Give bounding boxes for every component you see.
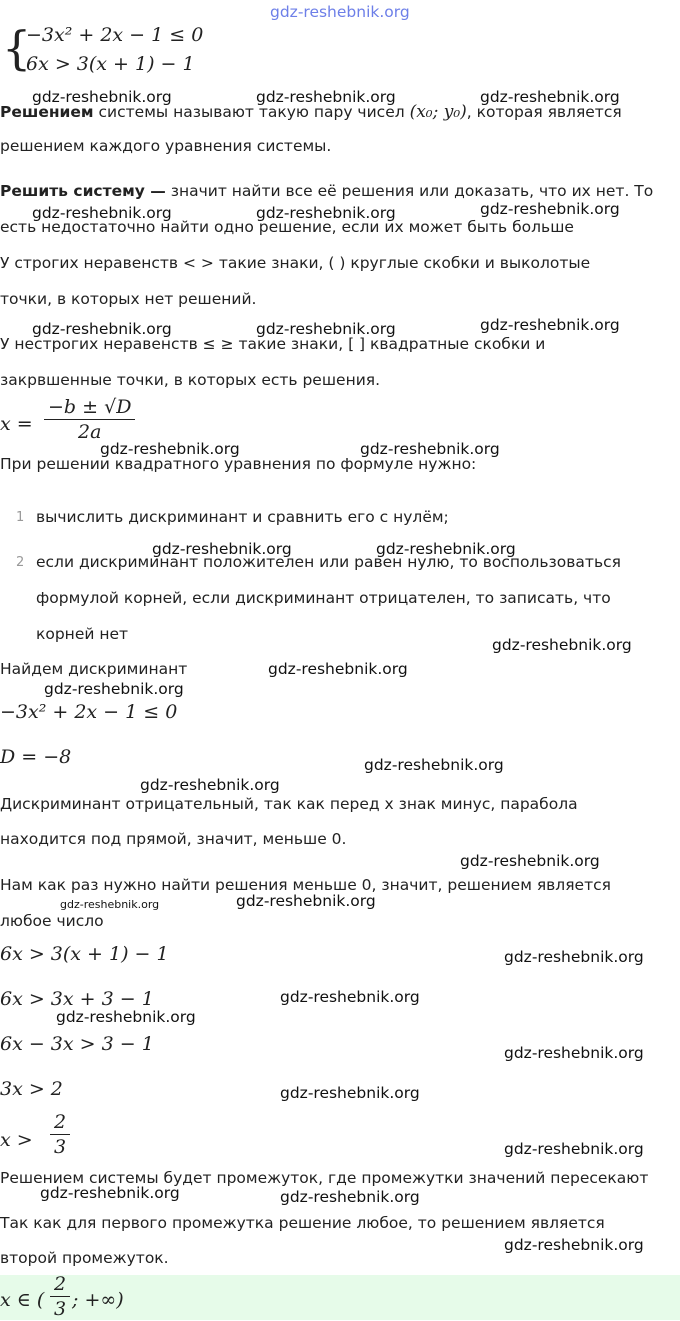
conclusion-line-1: Решением системы будет промежуток, где промежутки значений пересекают xyxy=(0,1169,649,1187)
watermark: gdz-reshebnik.org xyxy=(256,88,396,106)
solve-definition-line-1: Решить систему — значит найти все её решения или доказать, что их нет. То xyxy=(0,182,654,200)
system-line-2: 6x > 3(x + 1) − 1 xyxy=(26,53,195,75)
watermark: gdz-reshebnik.org xyxy=(236,892,376,910)
solve-term: Решить систему — xyxy=(0,182,166,200)
list-item-number-1: 1 xyxy=(16,510,25,525)
watermark: gdz-reshebnik.org xyxy=(32,320,172,338)
system-line-1: −3x² + 2x − 1 ≤ 0 xyxy=(26,24,204,46)
formula-numerator: −b ± √D xyxy=(44,395,135,420)
watermark: gdz-reshebnik.org xyxy=(60,898,160,911)
watermark: gdz-reshebnik.org xyxy=(504,1140,644,1158)
second-step-1: 6x > 3(x + 1) − 1 xyxy=(0,943,169,965)
watermark: gdz-reshebnik.org xyxy=(280,1188,420,1206)
solution-term: Решением xyxy=(0,103,94,121)
discriminant-result-line-1: Нам как раз нужно найти решения меньше 0, значит, решением является xyxy=(0,876,611,894)
discriminant-heading: Найдем дискриминант xyxy=(0,660,188,678)
watermark: gdz-reshebnik.org xyxy=(364,756,504,774)
watermark: gdz-reshebnik.org xyxy=(504,948,644,966)
watermark: gdz-reshebnik.org xyxy=(360,440,500,458)
watermark: gdz-reshebnik.org xyxy=(40,1184,180,1202)
strict-inequality-line-2: точки, в которых нет решений. xyxy=(0,290,257,308)
watermark: gdz-reshebnik.org xyxy=(56,1008,196,1026)
watermark: gdz-reshebnik.org xyxy=(480,200,620,218)
watermark: gdz-reshebnik.org xyxy=(376,540,516,558)
watermark: gdz-reshebnik.org xyxy=(152,540,292,558)
watermark: gdz-reshebnik.org xyxy=(270,3,410,21)
watermark: gdz-reshebnik.org xyxy=(256,204,396,222)
list-item-2-line-2: формулой корней, если дискриминант отрицателен, то записать, что xyxy=(36,589,611,607)
watermark: gdz-reshebnik.org xyxy=(44,680,184,698)
strict-inequality-line-1: У строгих неравенств < > такие знаки, ( ) круглые скобки и выколотые xyxy=(0,254,591,272)
solve-definition-line-2: есть недостаточно найти одно решение, если их может быть больше xyxy=(0,218,574,236)
answer-prefix: x ∈ ( xyxy=(0,1289,45,1311)
solution-definition-line-1: Решением системы называют такую пару чисел (x₀; y₀), которая является xyxy=(0,102,622,122)
second-step-3: 6x − 3x > 3 − 1 xyxy=(0,1033,154,1055)
answer-box xyxy=(0,1275,680,1320)
second-step-2: 6x > 3x + 3 − 1 xyxy=(0,988,154,1010)
watermark: gdz-reshebnik.org xyxy=(140,776,280,794)
second-step-5-fraction: $\frac{2}{3}$ xyxy=(50,1110,70,1159)
watermark: gdz-reshebnik.org xyxy=(268,660,408,678)
discriminant-explain-line-1: Дискриминант отрицательный, так как перед x знак минус, парабола xyxy=(0,795,578,813)
list-item-1: вычислить дискриминант и сравнить его с нулём; xyxy=(36,508,449,526)
watermark: gdz-reshebnik.org xyxy=(504,1044,644,1062)
watermark: gdz-reshebnik.org xyxy=(280,1084,420,1102)
nonstrict-inequality-line-2: закрвшенные точки, в которых есть решения. xyxy=(0,371,381,389)
list-item-2-line-3: корней нет xyxy=(36,625,129,643)
discriminant-explain-line-2: находится под прямой, значит, меньше 0. xyxy=(0,830,347,848)
formula-denominator: 2a xyxy=(78,421,102,443)
discriminant-result-line-2: любое число xyxy=(0,912,104,930)
watermark: gdz-reshebnik.org xyxy=(32,204,172,222)
second-step-4: 3x > 2 xyxy=(0,1078,63,1100)
list-item-2-line-1: если дискриминант положителен или равен нулю, то воспользоваться xyxy=(36,553,621,571)
watermark: gdz-reshebnik.org xyxy=(480,88,620,106)
watermark: gdz-reshebnik.org xyxy=(480,316,620,334)
conclusion-line-3: второй промежуток. xyxy=(0,1249,169,1267)
system-brace: { xyxy=(2,21,32,75)
answer-fraction: $\frac{2}{3}$ xyxy=(50,1272,70,1321)
watermark: gdz-reshebnik.org xyxy=(504,1236,644,1254)
second-step-5-lhs: x > xyxy=(0,1129,33,1151)
watermark: gdz-reshebnik.org xyxy=(256,320,396,338)
watermark: gdz-reshebnik.org xyxy=(32,88,172,106)
list-item-number-2: 2 xyxy=(16,555,25,570)
watermark: gdz-reshebnik.org xyxy=(460,852,600,870)
solution-definition-line-2: решением каждого уравнения системы. xyxy=(0,137,332,155)
discriminant-inequality: −3x² + 2x − 1 ≤ 0 xyxy=(0,701,178,723)
discriminant-value: D = −8 xyxy=(0,746,72,768)
formula-lhs: x = xyxy=(0,413,33,435)
answer-suffix: ; +∞) xyxy=(72,1289,124,1311)
watermark: gdz-reshebnik.org xyxy=(280,988,420,1006)
conclusion-line-2: Так как для первого промежутка решение любое, то решением является xyxy=(0,1214,605,1232)
quadratic-intro: При решении квадратного уравнения по формуле нужно: xyxy=(0,455,477,473)
watermark: gdz-reshebnik.org xyxy=(100,440,240,458)
watermark: gdz-reshebnik.org xyxy=(492,636,632,654)
formula-fraction xyxy=(44,395,135,444)
nonstrict-inequality-line-1: У нестрогих неравенств ≤ ≥ такие знаки, [ ] квадратные скобки и xyxy=(0,335,546,353)
